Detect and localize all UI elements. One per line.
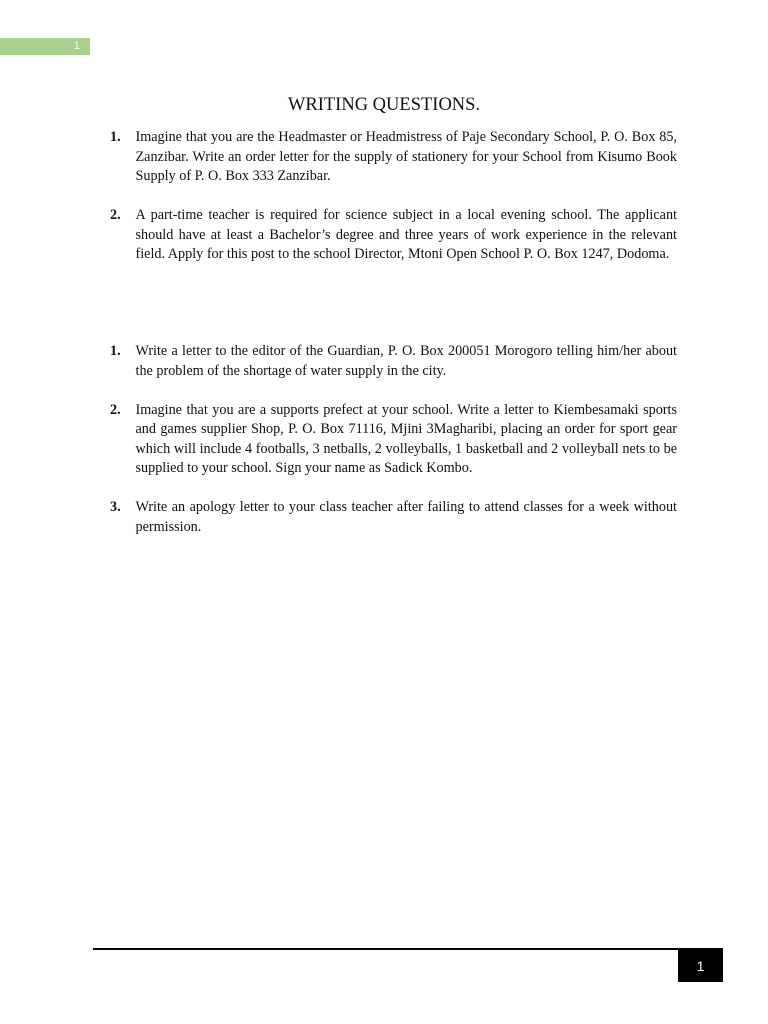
document-title: WRITING QUESTIONS. xyxy=(287,95,481,115)
question-item xyxy=(110,342,677,381)
question-list-section-a xyxy=(110,128,677,284)
question-item xyxy=(110,401,677,479)
question-text: A part-time teacher is required for science subject in a local evening school. The applicant should have at least a Bachelor’s degree and three years of work experience in the relevant field. Apply for this post to the school Director, Mtoni Open School P. O. Box 1247, Dodoma. xyxy=(135,207,677,262)
footer-divider xyxy=(93,948,723,950)
question-text: Write a letter to the editor of the Guardian, P. O. Box 200051 Morogoro telling him/her about the problem of the shortage of water supply in the city. xyxy=(135,343,677,379)
question-number: 1. xyxy=(110,129,121,145)
question-item xyxy=(110,498,677,537)
question-item xyxy=(110,128,677,187)
question-number: 2. xyxy=(110,401,121,418)
question-number: 1. xyxy=(110,343,121,359)
footer-page-number-box xyxy=(678,950,723,982)
question-item xyxy=(110,206,677,265)
footer-page-number: 1 xyxy=(696,958,705,974)
question-text: Write an apology letter to your class teacher after failing to attend classes for a week without permission. xyxy=(135,499,677,535)
question-text: Imagine that you are a supports prefect at your school. Write a letter to Kiembesamaki sports and games supplier Shop, P. O. Box 71116, Mjini 3Magharibi, placing an order for sport gear which will include 4 footballs, 3 netballs, 2 volleyballs, 1 basketball and 2 volleyball nets to be supplied to your school. Sign your name as Sadick Kombo. xyxy=(135,401,677,476)
question-number: 2. xyxy=(110,207,121,223)
header-page-number: 1 xyxy=(73,40,80,52)
question-list-section-b xyxy=(110,342,677,557)
question-text: Imagine that you are the Headmaster or Headmistress of Paje Secondary School, P. O. Box 85, Zanzibar. Write an order letter for the supply of stationery for your School from Kisumo Book Supply of P. O. Box 333 Zanzibar. xyxy=(135,129,677,184)
question-number: 3. xyxy=(110,499,121,515)
header-page-tab xyxy=(0,38,90,55)
